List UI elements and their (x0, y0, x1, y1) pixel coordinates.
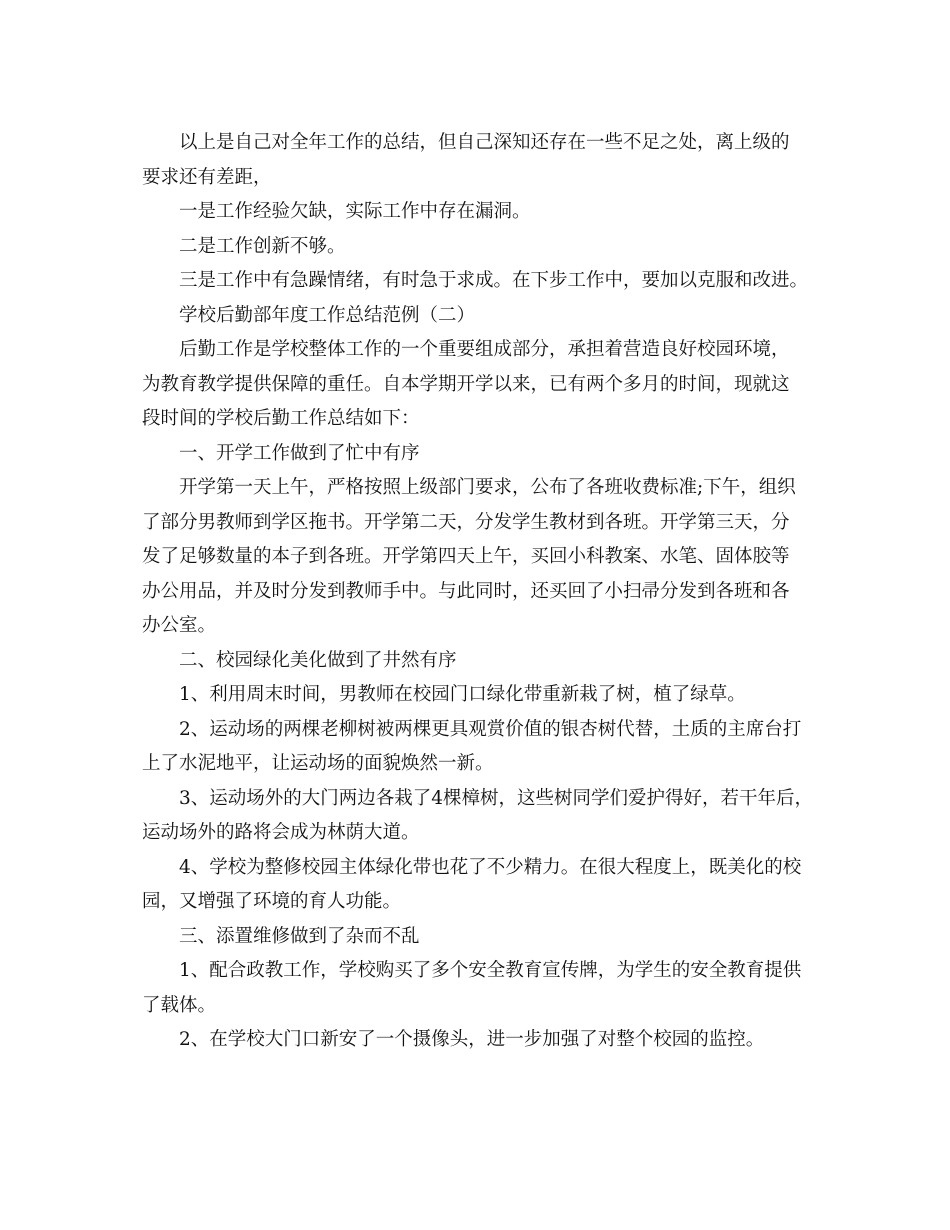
paragraph-line: 了载体。 (142, 994, 217, 1016)
section-heading: 三、添置维修做到了杂而不乱 (179, 925, 420, 947)
paragraph-line: 办公室。 (142, 615, 217, 636)
paragraph-line: 发了足够数量的本子到各班。开学第四天上午，买回小科教案、水笔、固体胶等 (142, 546, 790, 567)
section-heading: 二、校园绿化美化做到了井然有序 (179, 649, 457, 671)
paragraph-line: 三是工作中有急躁情绪，有时急于求成。在下步工作中，要加以克服和改进。 (179, 270, 809, 291)
paragraph-line: 2、运动场的两棵老柳树被两棵更具观赏价值的银杏树代替，土质的主席台打 (179, 718, 802, 740)
paragraph-line: 园，又增强了环境的育人功能。 (142, 891, 402, 912)
paragraph-line: 上了水泥地平，让运动场的面貌焕然一新。 (142, 753, 494, 774)
paragraph-line: 要求还有差距， (142, 166, 272, 188)
paragraph-line: 1、配合政教工作，学校购买了多个安全教育宣传牌，为学生的安全教育提供 (179, 960, 802, 981)
paragraph-line: 2、在学校大门口新安了一个摄像头，进一步加强了对整个校园的监控。 (179, 1029, 765, 1050)
paragraph-line: 为教育教学提供保障的重任。自本学期开学以来，已有两个多月的时间，现就这 (142, 373, 790, 395)
document-body (142, 126, 814, 1058)
paragraph-line: 了部分男教师到学区拖书。开学第二天，分发学生教材到各班。开学第三天，分 (142, 511, 790, 533)
paragraph-line: 以上是自己对全年工作的总结，但自己深知还存在一些不足之处，离上级的 (179, 132, 790, 153)
paragraph-line: 一是工作经验欠缺，实际工作中存在漏洞。 (179, 201, 531, 222)
paragraph-line: 二是工作创新不够。 (179, 235, 346, 257)
paragraph-line: 3、运动场外的大门两边各栽了4棵樟树，这些树同学们爱护得好，若干年后， (179, 787, 814, 809)
section-heading: 学校后勤部年度工作总结范例（二） (179, 304, 476, 326)
paragraph-line: 运动场外的路将会成为林荫大道。 (142, 822, 420, 843)
paragraph-line: 后勤工作是学校整体工作的一个重要组成部分，承担着营造良好校园环境， (179, 339, 790, 360)
paragraph-line: 开学第一天上午，严格按照上级部门要求，公布了各班收费标准;下午，组织 (179, 477, 796, 498)
paragraph-line: 段时间的学校后勤工作总结如下： (142, 408, 420, 429)
paragraph-line: 1、利用周末时间，男教师在校园门口绿化带重新栽了树，植了绿草。 (179, 684, 746, 705)
paragraph-line: 4、学校为整修校园主体绿化带也花了不少精力。在很大程度上，既美化的校 (179, 856, 802, 878)
section-heading: 一、开学工作做到了忙中有序 (179, 442, 420, 464)
paragraph-line: 办公用品，并及时分发到教师手中。与此同时，还买回了小扫帚分发到各班和各 (142, 580, 790, 602)
